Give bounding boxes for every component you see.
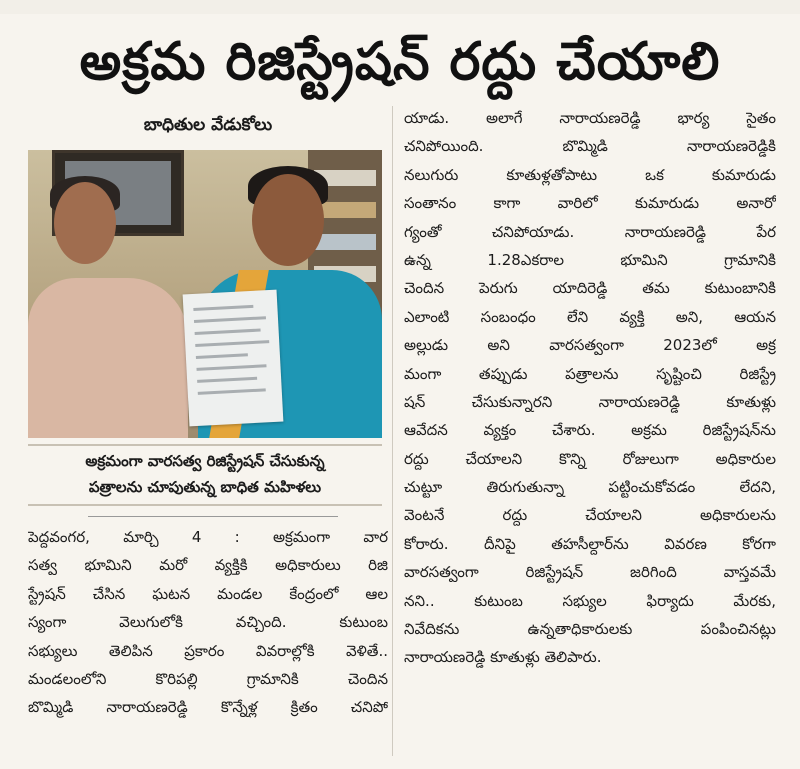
body-line: చుట్టూ తిరుగుతున్నా పట్టించుకోవడం లేదని,: [404, 478, 776, 497]
body-line: మండలంలోని కొరిపల్లి గ్రామానికి చెందిన: [28, 669, 388, 688]
photo-caption: [28, 444, 382, 506]
body-line: సంతానం కాగా వారిలో కుమారుడు అనారో: [404, 194, 776, 213]
caption-line: అక్రమంగా వారసత్వ రిజిస్ట్రేషన్ చేసుకున్న: [85, 452, 325, 470]
body-line: చనిపోయింది. బొమ్మిడి నారాయణరెడ్డికి: [404, 137, 776, 156]
left-body-text: [28, 523, 388, 722]
body-line: బొమ్మిడి నారాయణరెడ్డి కొన్నేళ్ల క్రితం చనిపో: [28, 698, 388, 717]
left-column: [28, 108, 388, 722]
body-line: పెద్దవంగర, మార్చి 4 : అక్రమంగా వార: [28, 528, 388, 546]
body-line: నలుగురు కూతుళ్లతోపాటు ఒక కుమారుడు: [404, 165, 776, 184]
body-line: షన్ చేసుకున్నారని నారాయణరెడ్డి కూతుళ్లు: [404, 392, 776, 411]
body-line: అల్లుడు అని వారసత్వంగా 2023లో అక్ర: [404, 336, 776, 355]
body-line: యాడు. అలాగే నారాయణరెడ్డి భార్య సైతం: [404, 109, 776, 127]
body-line: వారసత్వంగా రిజిస్ట్రేషన్ జరిగింది వాస్తవమే: [404, 563, 776, 582]
kicker: బాధితుల వేడుకోలు: [143, 115, 273, 135]
body-line: గ్యంతో చనిపోయాడు. నారాయణరెడ్డి పేర: [404, 222, 776, 241]
news-photo: [28, 150, 382, 438]
body-line: రద్దు చేయాలని కొన్ని రోజులుగా అధికారుల: [404, 449, 776, 468]
column-divider: [392, 106, 393, 756]
top-cropped-strip: [0, 0, 800, 14]
body-line: నని.. కుటుంబ సభ్యుల ఫిర్యాదు మేరకు,: [404, 591, 776, 610]
caption-line: పత్రాలను చూపుతున్న బాధిత మహిళలు: [88, 478, 322, 496]
body-line: సత్వ భూమిని మరో వ్యక్తికి అధికారులు రిజి: [28, 556, 388, 575]
headline: అక్రమ రిజిస్ట్రేషన్ రద్దు చేయాలి: [79, 32, 721, 92]
body-line: నారాయణరెడ్డి కూతుళ్లు తెలిపారు.: [404, 648, 602, 667]
body-line: చెందిన పెరుగు యాదిరెడ్డి తమ కుటుంబానికి: [404, 279, 776, 298]
body-line: సభ్యులు తెలిపిన ప్రకారం వివరాల్లోకి వెళితే..: [28, 641, 388, 660]
body-line: స్ట్రేషన్ చేసిన ఘటన మండల కేంద్రంలో ఆల: [28, 584, 388, 603]
body-line: స్యంగా వెలుగులోకి వచ్చింది. కుటుంబ: [28, 613, 388, 632]
body-line: ఎలాంటి సంబంధం లేని వ్యక్తి అని, ఆయన: [404, 307, 776, 326]
body-line: ఆవేదన వ్యక్తం చేశారు. అక్రమ రిజిస్ట్రేషన్‌ను: [404, 421, 776, 440]
body-line: కోరారు. దీనిపై తహసీల్దార్‌ను వివరణ కోరగా: [404, 534, 776, 553]
body-line: మంగా తప్పుడు పత్రాలను సృష్టించి రిజిస్ట్రే: [404, 364, 776, 383]
body-line: ఉన్న 1.28ఎకరాల భూమిని గ్రామానికి: [404, 250, 776, 269]
right-body-text: [404, 104, 776, 672]
body-line: నివేదికను ఉన్నతాధికారులకు పంపించినట్లు: [404, 620, 776, 639]
body-line: వెంటనే రద్దు చేయాలని అధికారులను: [404, 506, 776, 525]
section-rule: [88, 516, 338, 517]
right-column: [404, 104, 776, 672]
document-paper: [183, 290, 284, 427]
